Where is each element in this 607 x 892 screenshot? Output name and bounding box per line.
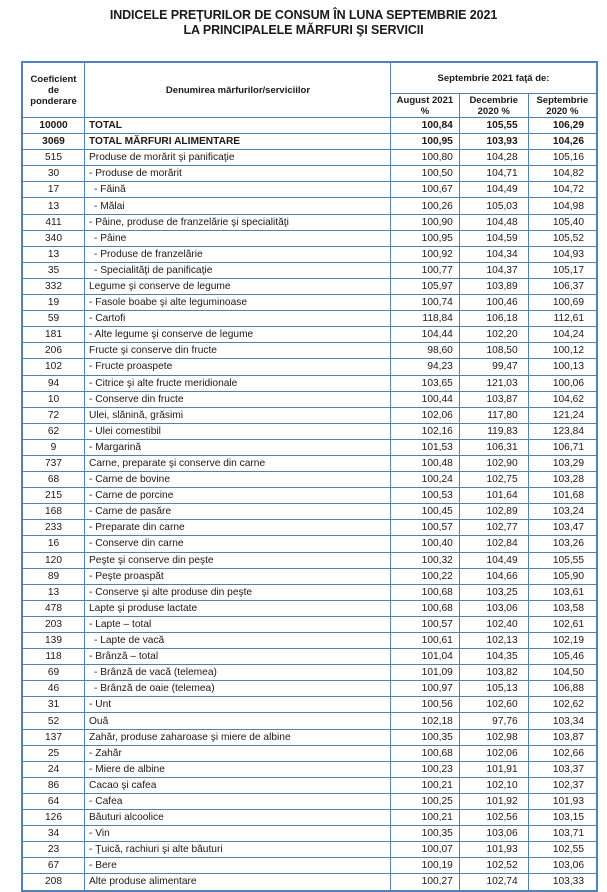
table-row [22, 182, 597, 198]
table-row [22, 697, 597, 713]
table-row [22, 262, 597, 278]
cell-september: 103,26 [528, 536, 597, 552]
cell-august: 100,40 [391, 536, 460, 552]
table-row [22, 230, 597, 246]
cell-december: 103,82 [459, 665, 528, 681]
cell-september: 101,93 [528, 793, 597, 809]
cell-name: - Specialităţi de panificaţie [85, 262, 391, 278]
table-row [22, 472, 597, 488]
header-august: August 2021 % [391, 94, 460, 118]
cell-september: 106,71 [528, 439, 597, 455]
table-row [22, 649, 597, 665]
cell-december: 104,28 [459, 150, 528, 166]
cell-coefficient: 126 [22, 810, 85, 826]
cell-august: 103,65 [391, 375, 460, 391]
cell-coefficient: 16 [22, 536, 85, 552]
cell-name: Cacao şi cafea [85, 777, 391, 793]
cell-coefficient: 62 [22, 423, 85, 439]
cell-name: - Ţuică, rachiuri şi alte băuturi [85, 842, 391, 858]
cell-august: 100,22 [391, 568, 460, 584]
cell-august: 101,53 [391, 439, 460, 455]
cell-december: 104,37 [459, 262, 528, 278]
table-row [22, 455, 597, 471]
cell-august: 100,57 [391, 616, 460, 632]
cell-august: 100,21 [391, 777, 460, 793]
cell-september: 106,29 [528, 118, 597, 134]
cell-september: 103,29 [528, 455, 597, 471]
cell-name: - Bere [85, 858, 391, 874]
cell-coefficient: 203 [22, 616, 85, 632]
cell-september: 105,40 [528, 214, 597, 230]
cell-august: 100,19 [391, 858, 460, 874]
cell-december: 102,84 [459, 536, 528, 552]
cell-august: 100,77 [391, 262, 460, 278]
cell-september: 103,47 [528, 520, 597, 536]
cell-coefficient: 69 [22, 665, 85, 681]
cell-december: 100,46 [459, 295, 528, 311]
cell-december: 97,76 [459, 713, 528, 729]
cell-december: 105,55 [459, 118, 528, 134]
cell-coefficient: 332 [22, 278, 85, 294]
cell-coefficient: 411 [22, 214, 85, 230]
cell-name: TOTAL [85, 118, 391, 134]
cell-september: 103,15 [528, 810, 597, 826]
cell-september: 104,82 [528, 166, 597, 182]
cell-december: 102,60 [459, 697, 528, 713]
cell-december: 101,93 [459, 842, 528, 858]
cell-name: - Lapte – total [85, 616, 391, 632]
cell-coefficient: 23 [22, 842, 85, 858]
cell-name: - Carne de pasăre [85, 504, 391, 520]
table-row [22, 488, 597, 504]
cell-december: 119,83 [459, 423, 528, 439]
table-row [22, 359, 597, 375]
cell-december: 102,52 [459, 858, 528, 874]
cell-august: 100,67 [391, 182, 460, 198]
cell-coefficient: 52 [22, 713, 85, 729]
cell-coefficient: 515 [22, 150, 85, 166]
cell-coefficient: 120 [22, 552, 85, 568]
cell-name: - Carne de porcine [85, 488, 391, 504]
cell-august: 101,09 [391, 665, 460, 681]
cell-september: 105,16 [528, 150, 597, 166]
table-row [22, 214, 597, 230]
cell-december: 103,93 [459, 134, 528, 150]
cell-december: 103,06 [459, 600, 528, 616]
cell-name: - Ulei comestibil [85, 423, 391, 439]
table-body [22, 118, 597, 891]
cell-december: 103,89 [459, 278, 528, 294]
cell-december: 102,20 [459, 327, 528, 343]
table-row [22, 826, 597, 842]
cell-september: 102,66 [528, 745, 597, 761]
cell-coefficient: 478 [22, 600, 85, 616]
cell-september: 104,93 [528, 246, 597, 262]
cell-name: - Fructe proaspete [85, 359, 391, 375]
cell-coefficient: 67 [22, 858, 85, 874]
cell-august: 100,32 [391, 552, 460, 568]
cell-september: 102,61 [528, 616, 597, 632]
cell-coefficient: 9 [22, 439, 85, 455]
cell-coefficient: 168 [22, 504, 85, 520]
cell-coefficient: 30 [22, 166, 85, 182]
cell-december: 102,06 [459, 745, 528, 761]
cell-coefficient: 208 [22, 874, 85, 891]
table-row [22, 681, 597, 697]
cell-september: 106,88 [528, 681, 597, 697]
cell-coefficient: 137 [22, 729, 85, 745]
cell-coefficient: 59 [22, 311, 85, 327]
cell-name: - Cafea [85, 793, 391, 809]
cell-coefficient: 13 [22, 198, 85, 214]
table-row [22, 777, 597, 793]
table-row [22, 327, 597, 343]
table-row [22, 874, 597, 891]
cell-august: 100,35 [391, 826, 460, 842]
cell-name: - Zahăr [85, 745, 391, 761]
cell-december: 102,98 [459, 729, 528, 745]
cell-name: - Produse de franzelărie [85, 246, 391, 262]
cell-december: 104,35 [459, 649, 528, 665]
cell-name: - Mălai [85, 198, 391, 214]
cell-coefficient: 35 [22, 262, 85, 278]
cell-name: - Fasole boabe şi alte leguminoase [85, 295, 391, 311]
cell-august: 100,74 [391, 295, 460, 311]
cell-december: 108,50 [459, 343, 528, 359]
cell-september: 103,37 [528, 761, 597, 777]
cell-december: 121,03 [459, 375, 528, 391]
cell-august: 100,57 [391, 520, 460, 536]
table-row [22, 761, 597, 777]
cell-september: 102,62 [528, 697, 597, 713]
cell-coefficient: 25 [22, 745, 85, 761]
cell-name: Lapte şi produse lactate [85, 600, 391, 616]
cell-september: 103,58 [528, 600, 597, 616]
cell-name: - Brânză – total [85, 649, 391, 665]
cell-september: 100,13 [528, 359, 597, 375]
cell-september: 104,26 [528, 134, 597, 150]
cell-december: 117,80 [459, 407, 528, 423]
cell-december: 102,75 [459, 472, 528, 488]
cell-coefficient: 206 [22, 343, 85, 359]
cell-september: 101,68 [528, 488, 597, 504]
table-row [22, 745, 597, 761]
cell-september: 105,52 [528, 230, 597, 246]
cell-name: Ouă [85, 713, 391, 729]
table-row [22, 295, 597, 311]
table-row [22, 407, 597, 423]
cell-august: 100,61 [391, 633, 460, 649]
cell-coefficient: 17 [22, 182, 85, 198]
cell-september: 102,37 [528, 777, 597, 793]
cell-september: 104,98 [528, 198, 597, 214]
cell-august: 102,16 [391, 423, 460, 439]
cell-september: 100,06 [528, 375, 597, 391]
cell-august: 102,18 [391, 713, 460, 729]
cell-coefficient: 86 [22, 777, 85, 793]
cell-coefficient: 72 [22, 407, 85, 423]
cell-september: 103,33 [528, 874, 597, 891]
header-name: Denumirea mărfurilor/serviciilor [85, 62, 391, 118]
cell-december: 106,31 [459, 439, 528, 455]
cell-september: 103,06 [528, 858, 597, 874]
cell-name: - Brânză de vacă (telemea) [85, 665, 391, 681]
cell-name: Peşte şi conserve din peşte [85, 552, 391, 568]
cell-name: - Carne de bovine [85, 472, 391, 488]
cell-august: 100,95 [391, 134, 460, 150]
cell-december: 102,77 [459, 520, 528, 536]
cell-december: 102,10 [459, 777, 528, 793]
cell-name: Băuturi alcoolice [85, 810, 391, 826]
cell-coefficient: 19 [22, 295, 85, 311]
cell-coefficient: 31 [22, 697, 85, 713]
cell-december: 101,91 [459, 761, 528, 777]
cell-september: 102,19 [528, 633, 597, 649]
table-row [22, 423, 597, 439]
table-row [22, 520, 597, 536]
cell-august: 100,21 [391, 810, 460, 826]
cell-september: 123,84 [528, 423, 597, 439]
table-row [22, 810, 597, 826]
cell-name: - Preparate din carne [85, 520, 391, 536]
cell-september: 112,61 [528, 311, 597, 327]
cell-december: 104,49 [459, 182, 528, 198]
table-row [22, 858, 597, 874]
cell-september: 103,87 [528, 729, 597, 745]
header-september: Septembrie 2020 % [528, 94, 597, 118]
cell-name: - Făină [85, 182, 391, 198]
cell-coefficient: 34 [22, 826, 85, 842]
table-row [22, 118, 597, 134]
cell-coefficient: 24 [22, 761, 85, 777]
cell-august: 100,35 [391, 729, 460, 745]
cell-december: 105,13 [459, 681, 528, 697]
cell-name: - Peşte proaspăt [85, 568, 391, 584]
cell-september: 105,46 [528, 649, 597, 665]
cell-december: 105,03 [459, 198, 528, 214]
cell-september: 104,72 [528, 182, 597, 198]
cell-august: 100,50 [391, 166, 460, 182]
cell-september: 103,61 [528, 584, 597, 600]
cell-december: 102,40 [459, 616, 528, 632]
cell-name: Produse de morărit şi panificaţie [85, 150, 391, 166]
cell-september: 100,12 [528, 343, 597, 359]
cell-name: - Citrice şi alte fructe meridionale [85, 375, 391, 391]
table-row [22, 552, 597, 568]
cell-name: Alte produse alimentare [85, 874, 391, 891]
cell-august: 100,45 [391, 504, 460, 520]
cell-august: 100,53 [391, 488, 460, 504]
table-row [22, 278, 597, 294]
cell-september: 105,90 [528, 568, 597, 584]
cell-september: 103,71 [528, 826, 597, 842]
table-row [22, 729, 597, 745]
cell-august: 100,23 [391, 761, 460, 777]
cell-december: 104,34 [459, 246, 528, 262]
table-row [22, 633, 597, 649]
table-row [22, 375, 597, 391]
cell-august: 100,48 [391, 455, 460, 471]
cell-december: 103,87 [459, 391, 528, 407]
cell-name: TOTAL MĂRFURI ALIMENTARE [85, 134, 391, 150]
table-row [22, 391, 597, 407]
table-row [22, 134, 597, 150]
cell-name: - Conserve din fructe [85, 391, 391, 407]
cell-name: - Pâine [85, 230, 391, 246]
cell-name: Carne, preparate şi conserve din carne [85, 455, 391, 471]
cell-coefficient: 10 [22, 391, 85, 407]
table-row [22, 311, 597, 327]
table-row [22, 616, 597, 632]
cell-name: - Unt [85, 697, 391, 713]
cell-december: 104,49 [459, 552, 528, 568]
table-row [22, 584, 597, 600]
table-row [22, 568, 597, 584]
cell-december: 102,90 [459, 455, 528, 471]
cell-name: - Brânză de oaie (telemea) [85, 681, 391, 697]
cell-august: 118,84 [391, 311, 460, 327]
cell-name: Ulei, slănină, grăsimi [85, 407, 391, 423]
cell-september: 104,50 [528, 665, 597, 681]
cell-september: 103,34 [528, 713, 597, 729]
cell-august: 100,84 [391, 118, 460, 134]
cell-name: - Lapte de vacă [85, 633, 391, 649]
table-row [22, 600, 597, 616]
cell-september: 105,55 [528, 552, 597, 568]
cell-august: 100,97 [391, 681, 460, 697]
cell-august: 100,07 [391, 842, 460, 858]
cell-august: 100,68 [391, 745, 460, 761]
cell-coefficient: 102 [22, 359, 85, 375]
cell-august: 100,68 [391, 600, 460, 616]
table-row [22, 343, 597, 359]
cell-december: 102,13 [459, 633, 528, 649]
cpi-table [21, 61, 598, 892]
cell-coefficient: 94 [22, 375, 85, 391]
cell-december: 104,59 [459, 230, 528, 246]
document-title [0, 8, 607, 38]
cell-december: 104,48 [459, 214, 528, 230]
cell-december: 103,06 [459, 826, 528, 842]
cell-name: - Margarină [85, 439, 391, 455]
cell-coefficient: 13 [22, 584, 85, 600]
cell-august: 101,04 [391, 649, 460, 665]
table-row [22, 504, 597, 520]
cell-coefficient: 3069 [22, 134, 85, 150]
cell-september: 104,24 [528, 327, 597, 343]
cell-september: 104,62 [528, 391, 597, 407]
cell-coefficient: 46 [22, 681, 85, 697]
header-december: Decembrie 2020 % [459, 94, 528, 118]
title-line-1: INDICELE PREŢURILOR DE CONSUM ÎN LUNA SEPTEMBRIE 2021 [109, 8, 498, 22]
table-row [22, 842, 597, 858]
cell-name: Zahăr, produse zaharoase şi miere de albine [85, 729, 391, 745]
cell-december: 101,92 [459, 793, 528, 809]
table-row [22, 439, 597, 455]
cell-september: 105,17 [528, 262, 597, 278]
table-row [22, 166, 597, 182]
cell-august: 100,95 [391, 230, 460, 246]
cell-september: 103,28 [528, 472, 597, 488]
cell-coefficient: 181 [22, 327, 85, 343]
cell-august: 100,44 [391, 391, 460, 407]
cell-name: - Alte legume şi conserve de legume [85, 327, 391, 343]
header-coefficient: Coeficient de ponderare [22, 62, 85, 118]
cell-august: 100,90 [391, 214, 460, 230]
cell-name: - Vin [85, 826, 391, 842]
cell-august: 94,23 [391, 359, 460, 375]
cell-name: - Cartofi [85, 311, 391, 327]
cell-august: 104,44 [391, 327, 460, 343]
cell-name: - Conserve din carne [85, 536, 391, 552]
title-line-2: LA PRINCIPALELE MĂRFURI ŞI SERVICII [183, 23, 424, 37]
cell-december: 103,25 [459, 584, 528, 600]
cell-december: 102,89 [459, 504, 528, 520]
cell-name: - Conserve şi alte produse din peşte [85, 584, 391, 600]
cell-coefficient: 10000 [22, 118, 85, 134]
cell-december: 102,74 [459, 874, 528, 891]
cell-coefficient: 215 [22, 488, 85, 504]
cell-coefficient: 64 [22, 793, 85, 809]
cell-december: 99,47 [459, 359, 528, 375]
cell-august: 100,26 [391, 198, 460, 214]
cell-coefficient: 233 [22, 520, 85, 536]
cell-august: 100,27 [391, 874, 460, 891]
cell-name: Legume şi conserve de legume [85, 278, 391, 294]
table-row [22, 150, 597, 166]
cell-coefficient: 737 [22, 455, 85, 471]
cell-coefficient: 89 [22, 568, 85, 584]
table-row [22, 793, 597, 809]
header-group: Septembrie 2021 faţă de: [391, 62, 598, 94]
cell-september: 103,24 [528, 504, 597, 520]
cell-august: 102,06 [391, 407, 460, 423]
cell-august: 100,80 [391, 150, 460, 166]
cell-name: - Produse de morărit [85, 166, 391, 182]
cell-august: 100,68 [391, 584, 460, 600]
cell-september: 121,24 [528, 407, 597, 423]
table-row [22, 198, 597, 214]
cell-december: 101,64 [459, 488, 528, 504]
cell-september: 100,69 [528, 295, 597, 311]
cell-coefficient: 13 [22, 246, 85, 262]
cell-august: 105,97 [391, 278, 460, 294]
cell-december: 104,71 [459, 166, 528, 182]
cell-name: - Miere de albine [85, 761, 391, 777]
cell-august: 100,25 [391, 793, 460, 809]
cell-december: 104,66 [459, 568, 528, 584]
cell-coefficient: 68 [22, 472, 85, 488]
cell-december: 106,18 [459, 311, 528, 327]
table-row [22, 536, 597, 552]
cell-august: 100,24 [391, 472, 460, 488]
cell-september: 102,55 [528, 842, 597, 858]
table-row [22, 665, 597, 681]
cell-coefficient: 139 [22, 633, 85, 649]
table-row [22, 246, 597, 262]
cell-september: 106,37 [528, 278, 597, 294]
cell-august: 100,56 [391, 697, 460, 713]
table-row [22, 713, 597, 729]
cell-coefficient: 340 [22, 230, 85, 246]
cell-august: 98,60 [391, 343, 460, 359]
cell-name: Fructe şi conserve din fructe [85, 343, 391, 359]
cell-august: 100,92 [391, 246, 460, 262]
cell-name: - Pâine, produse de franzelărie şi specialităţi [85, 214, 391, 230]
cell-coefficient: 118 [22, 649, 85, 665]
cell-december: 102,56 [459, 810, 528, 826]
